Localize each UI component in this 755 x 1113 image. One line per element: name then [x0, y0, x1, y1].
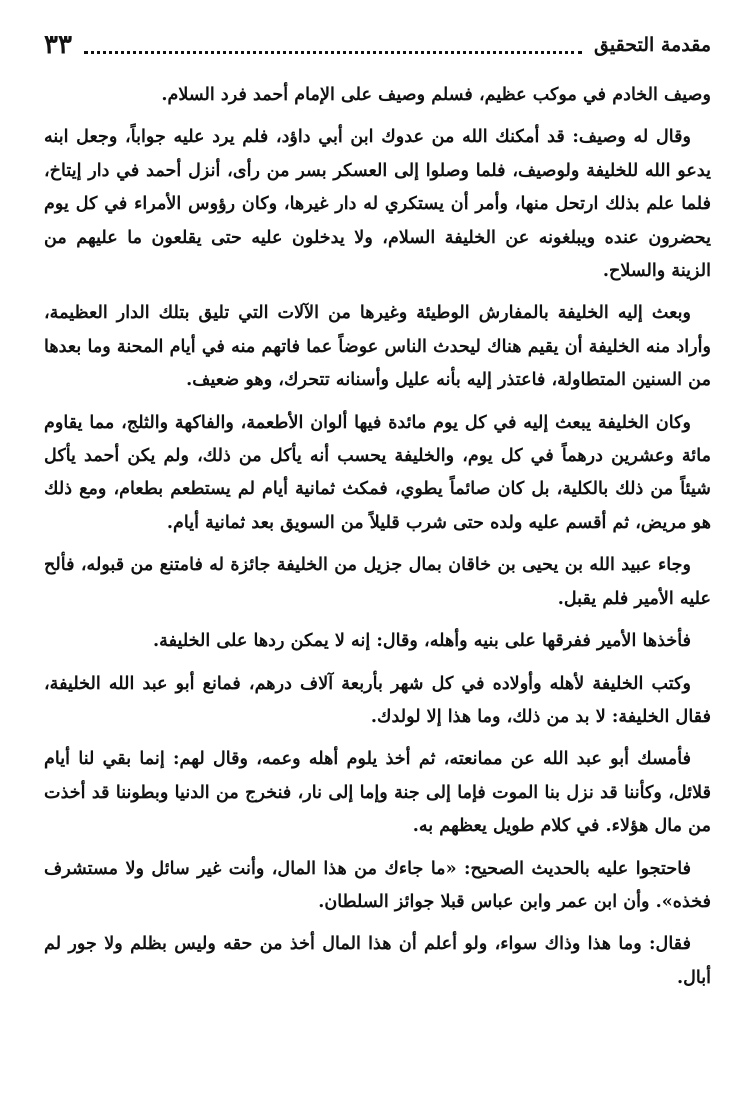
paragraph: وكتب الخليفة لأهله وأولاده في كل شهر بأربعة آلاف درهم، فمانع أبو عبد الله الخليفة، فقال الخليفة: لا بد من ذلك، وما هذا إلا لولدك. — [44, 672, 711, 727]
section-title: مقدمة التحقيق — [594, 34, 711, 56]
paragraph: فقال: وما هذا وذاك سواء، ولو أعلم أن هذا المال أخذ من حقه وليس بظلم ولا جور لم أبال. — [44, 933, 711, 988]
paragraph: وجاء عبيد الله بن يحيى بن خاقان بمال جزيل من الخليفة جائزة له فامتنع من قبوله، فألح عليه الأمير فلم يقبل. — [44, 554, 711, 609]
paragraph: فأخذها الأمير ففرقها على بنيه وأهله، وقال: إنه لا يمكن ردها على الخليفة. — [153, 630, 691, 652]
paragraph: فأمسك أبو عبد الله عن ممانعته، ثم أخذ يلوم أهله وعمه، وقال لهم: إنما بقي لنا أيام قلائل، وكأننا قد نزل بنا الموت فإما إلى جنة وإما إلى نار، فنخرج من الدنيا وبطوننا قد أخذت من مال هؤلاء. في كلام طويل يعظهم به. — [44, 748, 711, 837]
paragraph: وكان الخليفة يبعث إليه في كل يوم مائدة فيها ألوان الأطعمة، والفاكهة والثلج، مما يقاوم مائة وعشرين درهماً في كل يوم، والخليفة يحسب أنه يأكل من ذلك، ولم يكن أحمد يأكل شيئاً من ذلك بالكلية، بل كان صائماً يطوي، فمكث ثمانية أيام لم يستطعم بطعام، ومع ذلك هو مريض، ثم أقسم عليه ولده حتى شرب قليلاً من السويق بعد ثمانية أيام. — [44, 411, 711, 533]
paragraph: فاحتجوا عليه بالحديث الصحيح: «ما جاءك من هذا المال، وأنت غير سائل ولا مستشرف فخذه». وأن ابن عمر وابن عباس قبلا جوائز السلطان. — [44, 857, 711, 912]
header-dotted-leader — [84, 37, 582, 54]
paragraph: وصيف الخادم في موكب عظيم، فسلم وصيف على الإمام أحمد فرد السلام. — [161, 84, 711, 105]
paragraph: وبعث إليه الخليفة بالمفارش الوطيئة وغيرها من الآلات التي تليق بتلك الدار العظيمة، وأراد منه الخليفة أن يقيم هناك ليحدث الناس عوضاً عما فاتهم منه في أيام المحنة وما بعدها من السنين المتطاولة، فاعتذر إليه بأنه عليل وأسنانه تتحرك، وهو ضعيف. — [44, 302, 711, 391]
page-body — [44, 78, 711, 1003]
page-number: ٣٣ — [44, 30, 72, 60]
running-header — [44, 28, 711, 62]
paragraph: وقال له وصيف: قد أمكنك الله من عدوك ابن أبي داؤد، فلم يرد عليه جواباً، وجعل ابنه يدعو الله للخليفة ولوصيف، فلما وصلوا إلى العسكر بسر من رأى، أنزل أحمد في دار إيتاخ، فلما علم بذلك ارتحل منها، وأمر أن يستكري له دار غيرها، وكان رؤوس الأمراء في كل يوم يحضرون عنده ويبلغونه عن الخليفة السلام، ولا يدخلون عليه حتى يقلعون ما عليهم من الزينة والسلاح. — [44, 126, 711, 282]
